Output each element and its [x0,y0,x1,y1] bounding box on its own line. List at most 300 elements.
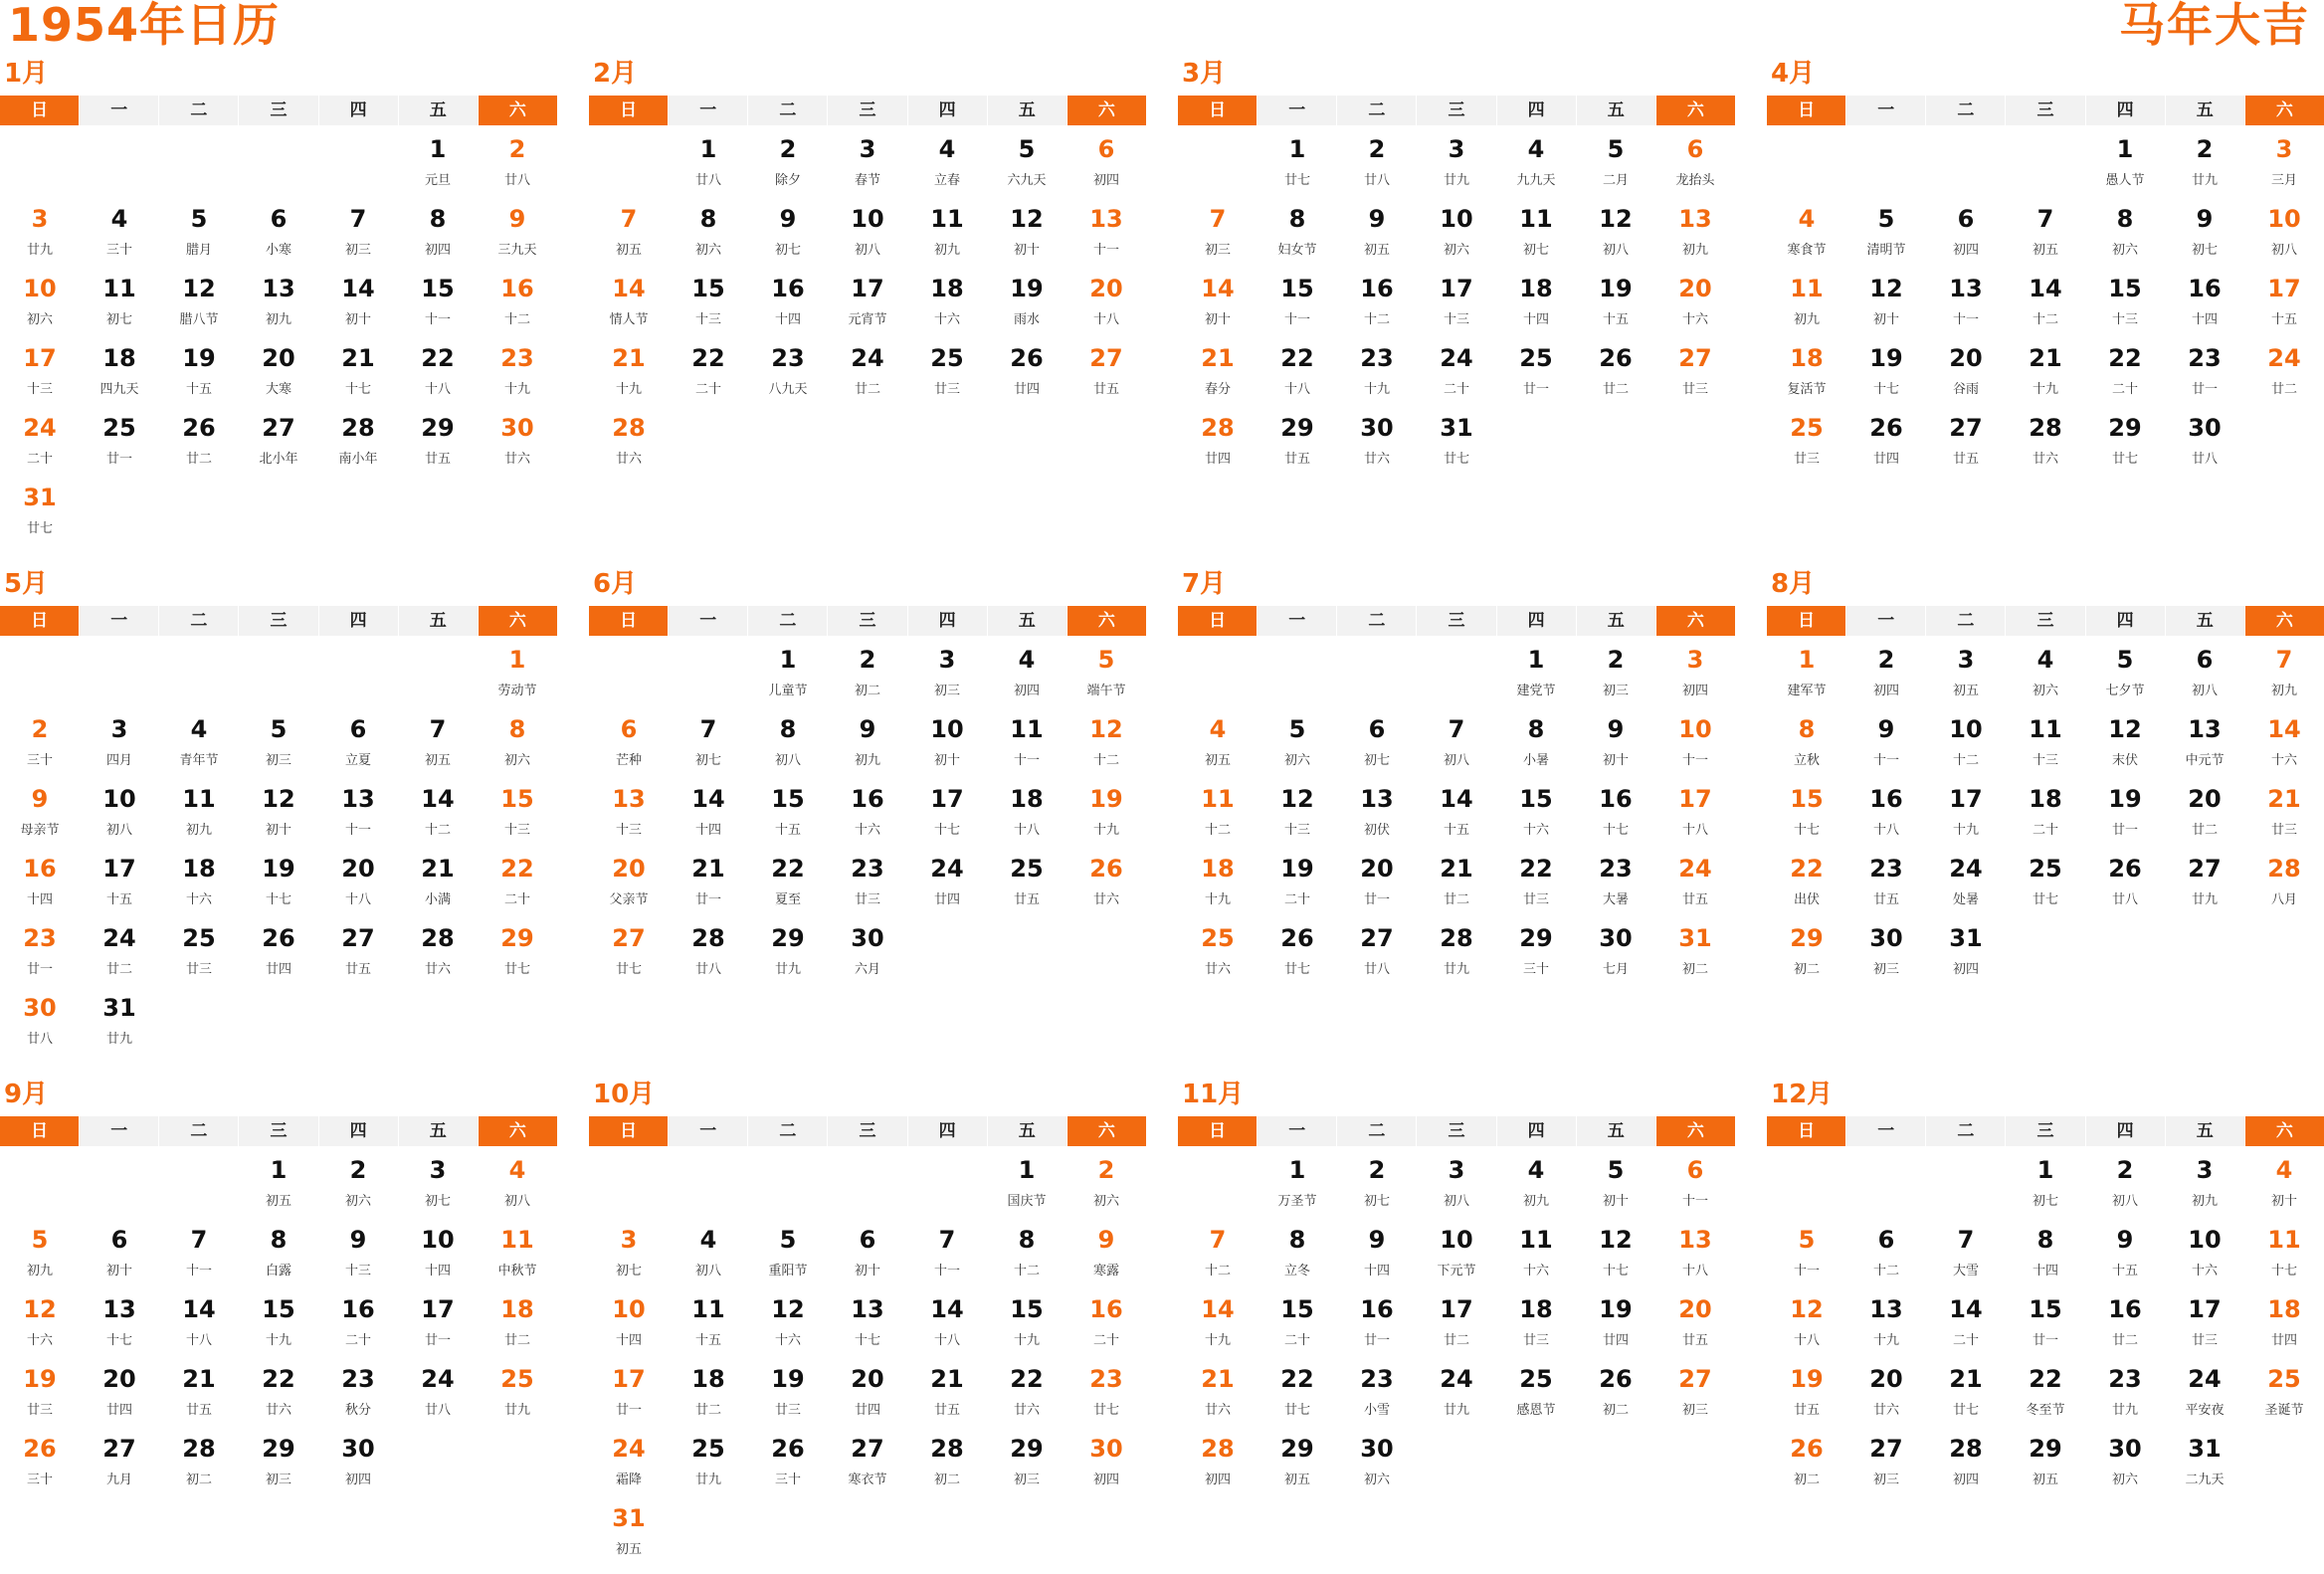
day-cell[interactable] [748,779,828,849]
day-cell[interactable] [828,1359,907,1429]
day-cell[interactable] [1258,1150,1337,1220]
day-cell[interactable] [0,269,80,338]
day-cell[interactable] [1337,1429,1417,1498]
day-cell[interactable] [1655,269,1735,338]
day-cell[interactable] [1178,1359,1258,1429]
day-cell[interactable] [987,640,1066,709]
day-cell[interactable] [1258,779,1337,849]
day-cell[interactable] [1576,129,1655,199]
day-cell[interactable] [1258,918,1337,988]
day-cell[interactable] [1767,918,1846,988]
day-cell[interactable] [1926,640,2006,709]
day-cell[interactable] [1926,269,2006,338]
day-cell[interactable] [318,199,398,269]
day-cell[interactable] [478,779,557,849]
day-cell[interactable] [2165,1429,2244,1498]
day-cell[interactable] [669,918,748,988]
day-cell[interactable] [159,1289,239,1359]
day-cell[interactable] [828,1289,907,1359]
day-cell[interactable] [239,408,318,478]
day-cell[interactable] [589,269,669,338]
day-cell[interactable] [987,338,1066,408]
day-cell[interactable] [0,918,80,988]
day-cell[interactable] [1178,1220,1258,1289]
day-cell[interactable] [2006,1429,2085,1498]
day-cell[interactable] [1576,1289,1655,1359]
day-cell[interactable] [1655,1359,1735,1429]
day-cell[interactable] [398,199,478,269]
day-cell[interactable] [398,849,478,918]
day-cell[interactable] [589,199,669,269]
day-cell[interactable] [1066,129,1146,199]
day-cell[interactable] [398,338,478,408]
day-cell[interactable] [907,338,987,408]
day-cell[interactable] [748,849,828,918]
day-cell[interactable] [907,1220,987,1289]
day-cell[interactable] [589,1289,669,1359]
day-cell[interactable] [1655,338,1735,408]
day-cell[interactable] [987,779,1066,849]
day-cell[interactable] [1496,779,1576,849]
day-cell[interactable] [239,1220,318,1289]
day-cell[interactable] [828,338,907,408]
day-cell[interactable] [2244,269,2324,338]
day-cell[interactable] [589,918,669,988]
day-cell[interactable] [318,338,398,408]
day-cell[interactable] [239,199,318,269]
day-cell[interactable] [1496,269,1576,338]
day-cell[interactable] [1066,1359,1146,1429]
day-cell[interactable] [1178,918,1258,988]
day-cell[interactable] [1576,918,1655,988]
day-cell[interactable] [748,918,828,988]
day-cell[interactable] [1655,779,1735,849]
day-cell[interactable] [748,709,828,779]
day-cell[interactable] [1926,1429,2006,1498]
day-cell[interactable] [80,269,159,338]
day-cell[interactable] [398,129,478,199]
day-cell[interactable] [1178,709,1258,779]
day-cell[interactable] [239,918,318,988]
day-cell[interactable] [1846,709,1926,779]
day-cell[interactable] [478,338,557,408]
day-cell[interactable] [748,1220,828,1289]
day-cell[interactable] [0,1220,80,1289]
day-cell[interactable] [2006,1359,2085,1429]
day-cell[interactable] [987,1289,1066,1359]
day-cell[interactable] [1655,129,1735,199]
day-cell[interactable] [1655,1220,1735,1289]
day-cell[interactable] [318,779,398,849]
day-cell[interactable] [1258,1289,1337,1359]
day-cell[interactable] [2165,269,2244,338]
day-cell[interactable] [1576,269,1655,338]
day-cell[interactable] [2006,338,2085,408]
day-cell[interactable] [318,918,398,988]
day-cell[interactable] [748,199,828,269]
day-cell[interactable] [1417,408,1496,478]
day-cell[interactable] [1496,849,1576,918]
day-cell[interactable] [669,1220,748,1289]
day-cell[interactable] [907,129,987,199]
day-cell[interactable] [2085,1429,2165,1498]
day-cell[interactable] [398,779,478,849]
day-cell[interactable] [239,1429,318,1498]
day-cell[interactable] [1417,199,1496,269]
day-cell[interactable] [159,1220,239,1289]
day-cell[interactable] [1258,1359,1337,1429]
day-cell[interactable] [1767,1220,1846,1289]
day-cell[interactable] [1417,1150,1496,1220]
day-cell[interactable] [159,408,239,478]
day-cell[interactable] [478,408,557,478]
day-cell[interactable] [398,1359,478,1429]
day-cell[interactable] [478,199,557,269]
day-cell[interactable] [2244,1289,2324,1359]
day-cell[interactable] [159,918,239,988]
day-cell[interactable] [1496,1359,1576,1429]
day-cell[interactable] [2165,849,2244,918]
day-cell[interactable] [0,709,80,779]
day-cell[interactable] [1337,849,1417,918]
day-cell[interactable] [239,1289,318,1359]
day-cell[interactable] [1337,709,1417,779]
day-cell[interactable] [748,129,828,199]
day-cell[interactable] [1655,1289,1735,1359]
day-cell[interactable] [1337,408,1417,478]
day-cell[interactable] [2165,709,2244,779]
day-cell[interactable] [669,338,748,408]
day-cell[interactable] [828,269,907,338]
day-cell[interactable] [987,849,1066,918]
day-cell[interactable] [2244,709,2324,779]
day-cell[interactable] [2085,1150,2165,1220]
day-cell[interactable] [907,1429,987,1498]
day-cell[interactable] [2006,269,2085,338]
day-cell[interactable] [748,1289,828,1359]
day-cell[interactable] [318,849,398,918]
day-cell[interactable] [318,1220,398,1289]
day-cell[interactable] [1767,779,1846,849]
day-cell[interactable] [2085,779,2165,849]
day-cell[interactable] [80,988,159,1058]
day-cell[interactable] [318,1429,398,1498]
day-cell[interactable] [1496,1220,1576,1289]
day-cell[interactable] [478,709,557,779]
day-cell[interactable] [2244,1220,2324,1289]
day-cell[interactable] [1258,1220,1337,1289]
day-cell[interactable] [987,1220,1066,1289]
day-cell[interactable] [1926,1289,2006,1359]
day-cell[interactable] [1576,849,1655,918]
day-cell[interactable] [2244,338,2324,408]
day-cell[interactable] [987,269,1066,338]
day-cell[interactable] [1337,779,1417,849]
day-cell[interactable] [1258,338,1337,408]
day-cell[interactable] [1258,199,1337,269]
day-cell[interactable] [1655,640,1735,709]
day-cell[interactable] [2165,1289,2244,1359]
day-cell[interactable] [1496,918,1576,988]
day-cell[interactable] [0,1289,80,1359]
day-cell[interactable] [2244,1359,2324,1429]
day-cell[interactable] [589,338,669,408]
day-cell[interactable] [1178,849,1258,918]
day-cell[interactable] [1066,1429,1146,1498]
day-cell[interactable] [1337,269,1417,338]
day-cell[interactable] [1417,779,1496,849]
day-cell[interactable] [159,1359,239,1429]
day-cell[interactable] [318,408,398,478]
day-cell[interactable] [1258,408,1337,478]
day-cell[interactable] [2006,199,2085,269]
day-cell[interactable] [589,849,669,918]
day-cell[interactable] [1576,1150,1655,1220]
day-cell[interactable] [669,779,748,849]
day-cell[interactable] [907,1359,987,1429]
day-cell[interactable] [987,1150,1066,1220]
day-cell[interactable] [159,269,239,338]
day-cell[interactable] [1846,1289,1926,1359]
day-cell[interactable] [1066,338,1146,408]
day-cell[interactable] [907,640,987,709]
day-cell[interactable] [1496,1289,1576,1359]
day-cell[interactable] [828,640,907,709]
day-cell[interactable] [1767,1359,1846,1429]
day-cell[interactable] [669,1359,748,1429]
day-cell[interactable] [1576,640,1655,709]
day-cell[interactable] [1066,199,1146,269]
day-cell[interactable] [80,709,159,779]
day-cell[interactable] [1767,1289,1846,1359]
day-cell[interactable] [1417,1220,1496,1289]
day-cell[interactable] [239,1150,318,1220]
day-cell[interactable] [80,1220,159,1289]
day-cell[interactable] [1417,129,1496,199]
day-cell[interactable] [1066,1289,1146,1359]
day-cell[interactable] [589,1498,669,1568]
day-cell[interactable] [987,1359,1066,1429]
day-cell[interactable] [828,918,907,988]
day-cell[interactable] [1417,849,1496,918]
day-cell[interactable] [828,1429,907,1498]
day-cell[interactable] [1846,1429,1926,1498]
day-cell[interactable] [1066,849,1146,918]
day-cell[interactable] [159,199,239,269]
day-cell[interactable] [589,709,669,779]
day-cell[interactable] [987,129,1066,199]
day-cell[interactable] [80,779,159,849]
day-cell[interactable] [478,849,557,918]
day-cell[interactable] [1926,338,2006,408]
day-cell[interactable] [1337,1289,1417,1359]
day-cell[interactable] [2244,640,2324,709]
day-cell[interactable] [1417,338,1496,408]
day-cell[interactable] [748,1429,828,1498]
day-cell[interactable] [1178,1289,1258,1359]
day-cell[interactable] [1655,1150,1735,1220]
day-cell[interactable] [1178,1429,1258,1498]
day-cell[interactable] [2085,849,2165,918]
day-cell[interactable] [1066,779,1146,849]
day-cell[interactable] [1066,709,1146,779]
day-cell[interactable] [2165,1359,2244,1429]
day-cell[interactable] [0,478,80,547]
day-cell[interactable] [907,199,987,269]
day-cell[interactable] [0,779,80,849]
day-cell[interactable] [2244,129,2324,199]
day-cell[interactable] [159,849,239,918]
day-cell[interactable] [1926,779,2006,849]
day-cell[interactable] [318,709,398,779]
day-cell[interactable] [318,1359,398,1429]
day-cell[interactable] [669,199,748,269]
day-cell[interactable] [1417,1359,1496,1429]
day-cell[interactable] [1496,199,1576,269]
day-cell[interactable] [2085,1359,2165,1429]
day-cell[interactable] [748,269,828,338]
day-cell[interactable] [1846,269,1926,338]
day-cell[interactable] [398,709,478,779]
day-cell[interactable] [748,338,828,408]
day-cell[interactable] [2085,408,2165,478]
day-cell[interactable] [80,1289,159,1359]
day-cell[interactable] [589,1220,669,1289]
day-cell[interactable] [1846,779,1926,849]
day-cell[interactable] [1655,849,1735,918]
day-cell[interactable] [159,1429,239,1498]
day-cell[interactable] [669,1429,748,1498]
day-cell[interactable] [907,849,987,918]
day-cell[interactable] [2165,338,2244,408]
day-cell[interactable] [2006,1150,2085,1220]
day-cell[interactable] [2006,1289,2085,1359]
day-cell[interactable] [669,269,748,338]
day-cell[interactable] [80,1429,159,1498]
day-cell[interactable] [1846,1220,1926,1289]
day-cell[interactable] [478,1220,557,1289]
day-cell[interactable] [2085,1220,2165,1289]
day-cell[interactable] [1496,129,1576,199]
day-cell[interactable] [1576,338,1655,408]
day-cell[interactable] [0,849,80,918]
day-cell[interactable] [398,1220,478,1289]
day-cell[interactable] [1337,1150,1417,1220]
day-cell[interactable] [478,1150,557,1220]
day-cell[interactable] [239,269,318,338]
day-cell[interactable] [1576,199,1655,269]
day-cell[interactable] [1846,338,1926,408]
day-cell[interactable] [1767,709,1846,779]
day-cell[interactable] [2085,269,2165,338]
day-cell[interactable] [669,1289,748,1359]
day-cell[interactable] [0,1359,80,1429]
day-cell[interactable] [0,199,80,269]
day-cell[interactable] [1258,129,1337,199]
day-cell[interactable] [1337,918,1417,988]
day-cell[interactable] [1337,1220,1417,1289]
day-cell[interactable] [2006,709,2085,779]
day-cell[interactable] [2006,408,2085,478]
day-cell[interactable] [987,1429,1066,1498]
day-cell[interactable] [1178,779,1258,849]
day-cell[interactable] [1767,269,1846,338]
day-cell[interactable] [1178,199,1258,269]
day-cell[interactable] [1767,199,1846,269]
day-cell[interactable] [478,1289,557,1359]
day-cell[interactable] [1767,338,1846,408]
day-cell[interactable] [1846,640,1926,709]
day-cell[interactable] [1576,1220,1655,1289]
day-cell[interactable] [478,269,557,338]
day-cell[interactable] [1926,709,2006,779]
day-cell[interactable] [239,1359,318,1429]
day-cell[interactable] [589,1429,669,1498]
day-cell[interactable] [1926,1220,2006,1289]
day-cell[interactable] [2085,338,2165,408]
day-cell[interactable] [669,129,748,199]
day-cell[interactable] [1417,269,1496,338]
day-cell[interactable] [1846,918,1926,988]
day-cell[interactable] [1178,269,1258,338]
day-cell[interactable] [2244,779,2324,849]
day-cell[interactable] [2165,408,2244,478]
day-cell[interactable] [828,199,907,269]
day-cell[interactable] [1846,408,1926,478]
day-cell[interactable] [1337,129,1417,199]
day-cell[interactable] [398,408,478,478]
day-cell[interactable] [239,779,318,849]
day-cell[interactable] [80,408,159,478]
day-cell[interactable] [828,129,907,199]
day-cell[interactable] [1926,849,2006,918]
day-cell[interactable] [1417,918,1496,988]
day-cell[interactable] [1926,918,2006,988]
day-cell[interactable] [2165,1220,2244,1289]
day-cell[interactable] [0,1429,80,1498]
day-cell[interactable] [907,1289,987,1359]
day-cell[interactable] [987,199,1066,269]
day-cell[interactable] [80,338,159,408]
day-cell[interactable] [748,640,828,709]
day-cell[interactable] [2165,199,2244,269]
day-cell[interactable] [478,1359,557,1429]
day-cell[interactable] [2085,1289,2165,1359]
day-cell[interactable] [0,408,80,478]
day-cell[interactable] [398,269,478,338]
day-cell[interactable] [748,1359,828,1429]
day-cell[interactable] [2006,1220,2085,1289]
day-cell[interactable] [80,849,159,918]
day-cell[interactable] [239,709,318,779]
day-cell[interactable] [159,709,239,779]
day-cell[interactable] [828,1220,907,1289]
day-cell[interactable] [1767,849,1846,918]
day-cell[interactable] [907,779,987,849]
day-cell[interactable] [2244,1150,2324,1220]
day-cell[interactable] [987,709,1066,779]
day-cell[interactable] [2165,129,2244,199]
day-cell[interactable] [478,640,557,709]
day-cell[interactable] [1655,199,1735,269]
day-cell[interactable] [2006,849,2085,918]
day-cell[interactable] [1258,709,1337,779]
day-cell[interactable] [1846,849,1926,918]
day-cell[interactable] [1846,199,1926,269]
day-cell[interactable] [1846,1359,1926,1429]
day-cell[interactable] [1926,1359,2006,1429]
day-cell[interactable] [1337,338,1417,408]
